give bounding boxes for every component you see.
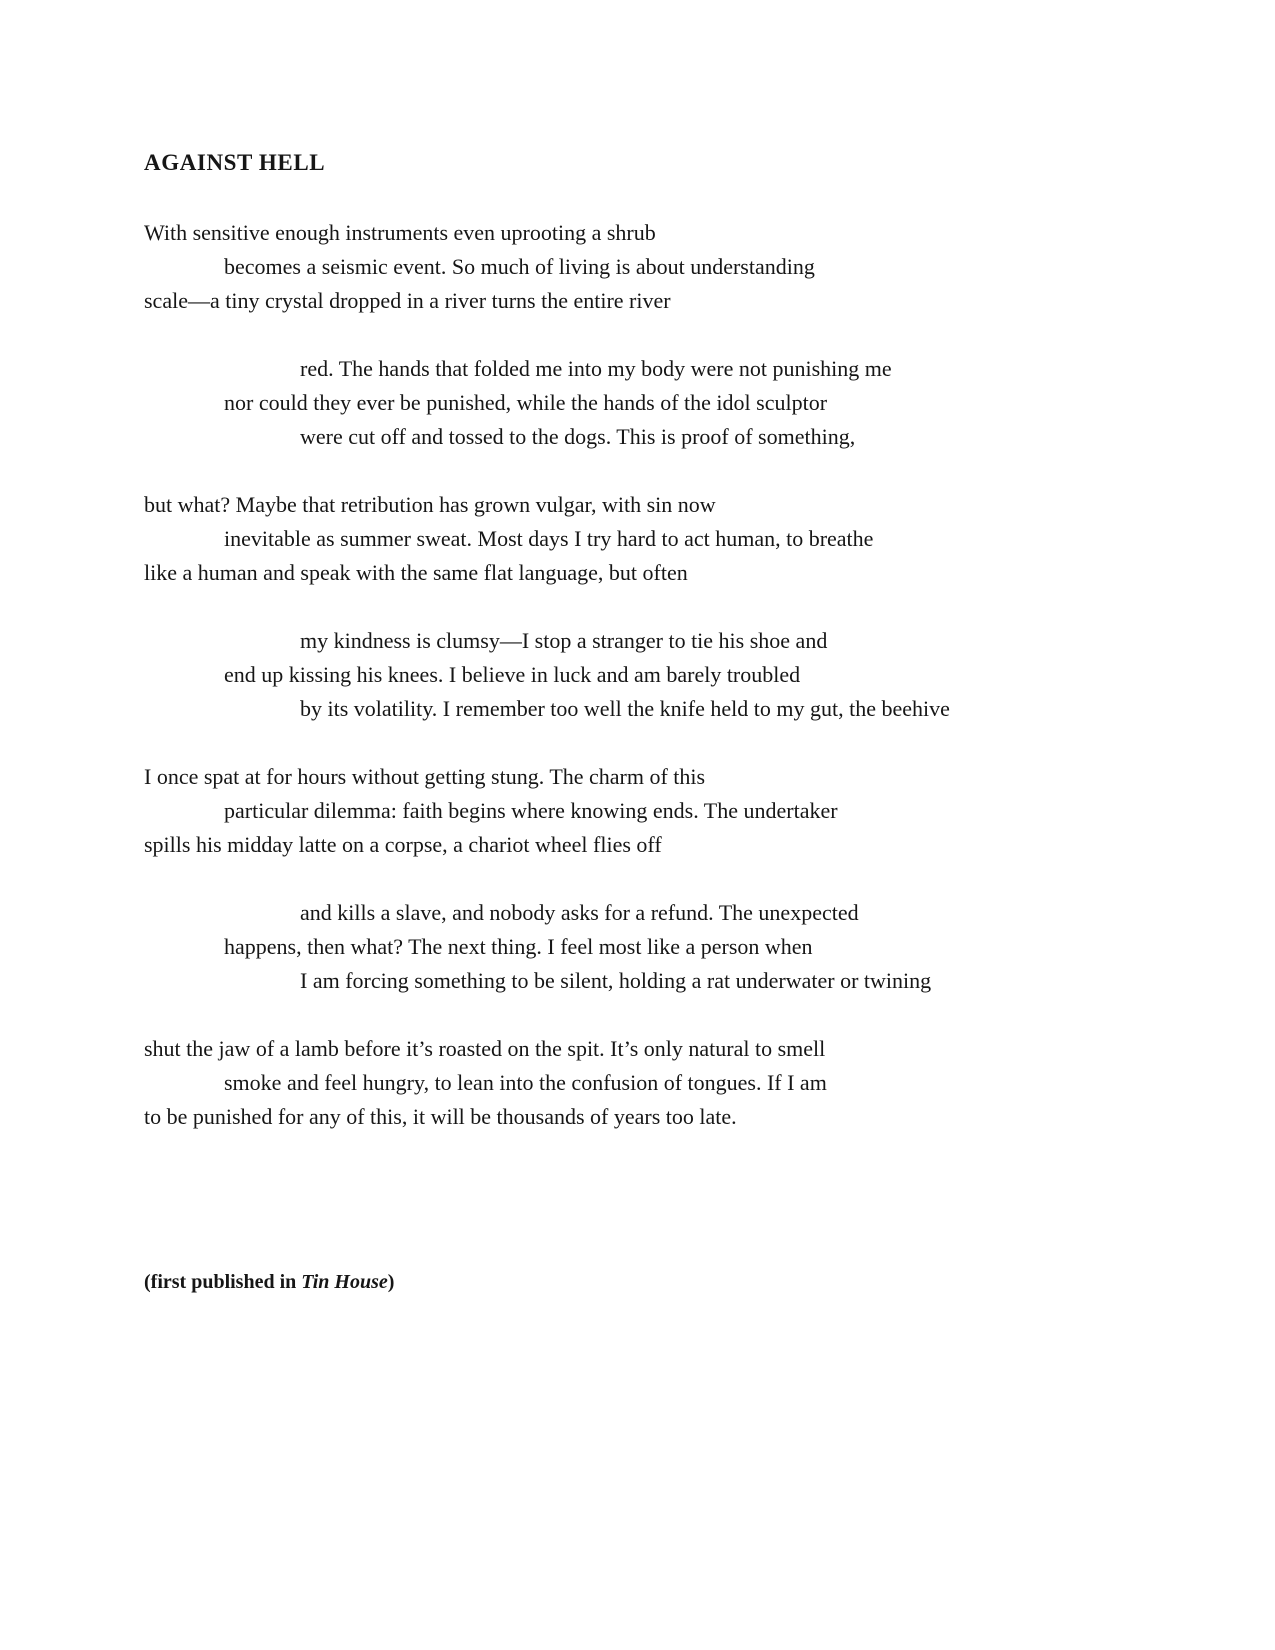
stanza [144, 624, 1155, 726]
poem-line: inevitable as summer sweat. Most days I try hard to act human, to breathe [224, 526, 874, 551]
poem-line: particular dilemma: faith begins where knowing ends. The undertaker [224, 798, 838, 823]
poem-line: by its volatility. I remember too well the knife held to my gut, the beehive [300, 696, 950, 721]
stanza [144, 216, 1155, 318]
stanza [144, 896, 1155, 998]
stanza [144, 1032, 1155, 1134]
poem-line: I am forcing something to be silent, holding a rat underwater or twining [300, 968, 932, 993]
poem-line: smoke and feel hungry, to lean into the confusion of tongues. If I am [224, 1070, 827, 1095]
stanza [144, 760, 1155, 862]
credit-journal-title: Tin House [301, 1271, 388, 1293]
poem-line: but what? Maybe that retribution has grown vulgar, with sin now [144, 492, 716, 517]
poem-title: AGAINST HELL [144, 150, 326, 175]
stanza [144, 488, 1155, 590]
poem-line: and kills a slave, and nobody asks for a refund. The unexpected [300, 900, 859, 925]
credit-prefix: (first published in [144, 1271, 302, 1293]
poem-line: scale—a tiny crystal dropped in a river turns the entire river [144, 288, 671, 313]
poem-line: becomes a seismic event. So much of living is about understanding [224, 254, 815, 279]
poem-line: nor could they ever be punished, while the hands of the idol sculptor [224, 390, 828, 415]
poem-line: spills his midday latte on a corpse, a chariot wheel flies off [144, 832, 662, 857]
credit-suffix: ) [387, 1271, 395, 1293]
poem-line: my kindness is clumsy—I stop a stranger to tie his shoe and [300, 628, 828, 653]
poem-line: like a human and speak with the same flat language, but often [144, 560, 688, 585]
publication-credit [144, 1267, 1155, 1297]
poem-line: shut the jaw of a lamb before it’s roasted on the spit. It’s only natural to smell [144, 1036, 826, 1061]
poem-line: I once spat at for hours without getting stung. The charm of this [144, 764, 706, 789]
poem-line: happens, then what? The next thing. I feel most like a person when [224, 934, 813, 959]
poem-line: were cut off and tossed to the dogs. This is proof of something, [300, 424, 856, 449]
poem-body [144, 216, 1155, 1134]
stanza [144, 352, 1155, 454]
poem-line: red. The hands that folded me into my body were not punishing me [300, 356, 892, 381]
poem-line: to be punished for any of this, it will be thousands of years too late. [144, 1104, 737, 1129]
poem-line: end up kissing his knees. I believe in luck and am barely troubled [224, 662, 801, 687]
poem-line: With sensitive enough instruments even uprooting a shrub [144, 220, 656, 245]
